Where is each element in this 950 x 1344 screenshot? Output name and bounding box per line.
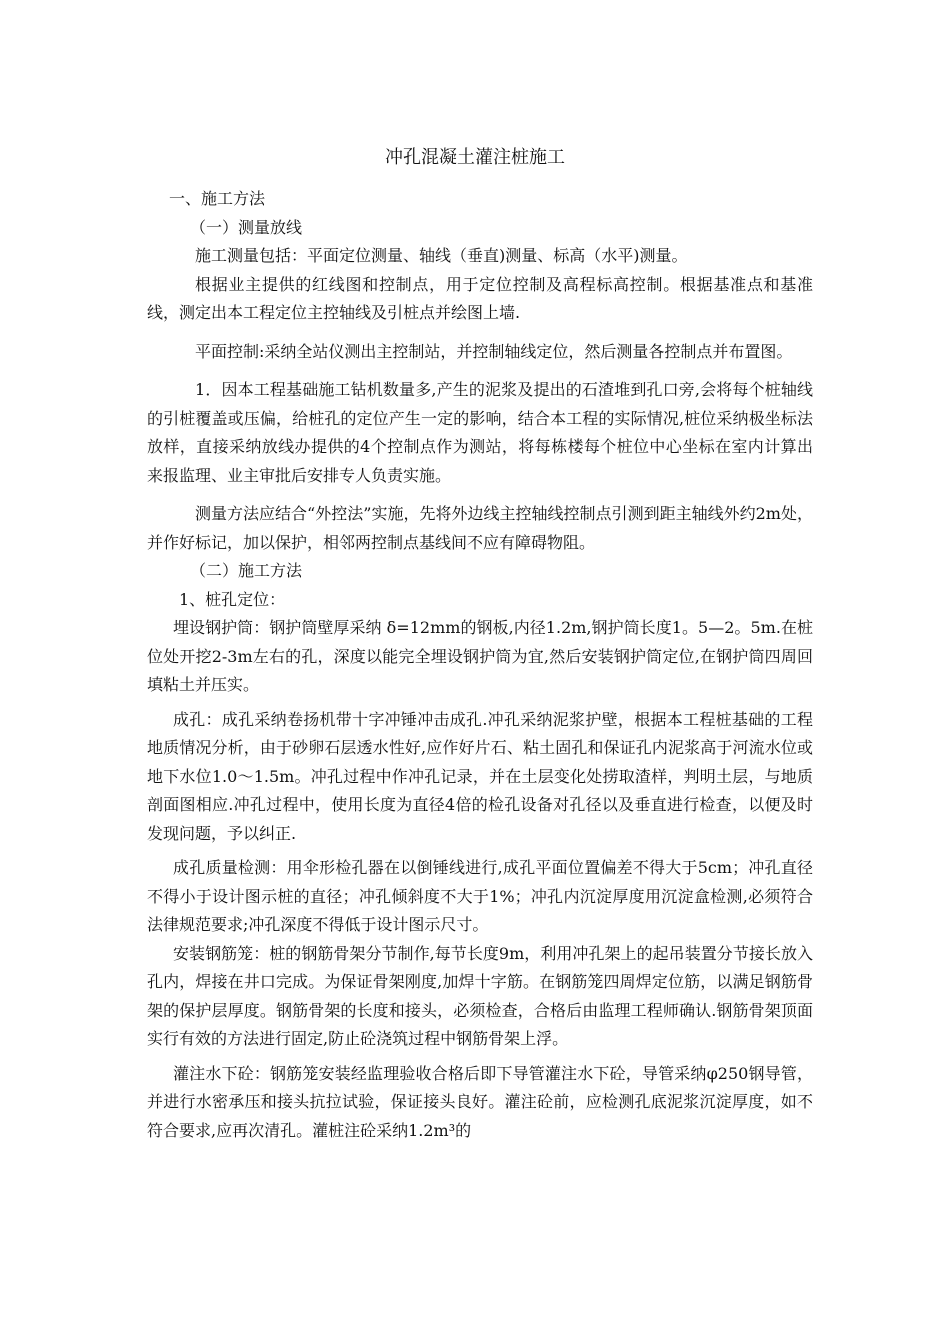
body-paragraph: 灌注水下砼：钢筋笼安装经监理验收合格后即下导管灌注水下砼，导管采纳φ250钢导管，并进行水密承压和接头抗拉试验，保证接头良好。灌注砼前，应检测孔底泥浆沉淀厚度，如不符合要求,应再次清孔。灌桩注砼采纳1.2m³的	[147, 1063, 813, 1140]
body-paragraph: 1、桩孔定位：	[179, 589, 286, 609]
body-paragraph: 1．因本工程基础施工钻机数量多,产生的泥浆及提出的石渣堆到孔口旁,会将每个桩轴线的引桩覆盖或压偏，给桩孔的定位产生一定的影响，结合本工程的实际情况,桩位采纳极坐标法放样，直接采纳放线办提供的4个控制点作为测站，将每栋楼每个桩位中心坐标在室内计算出来报监理、业主审批后安排专人负责实施。	[147, 380, 813, 485]
body-paragraph: 成孔质量检测：用伞形检孔器在以倒锤线进行,成孔平面位置偏差不得大于5cm；冲孔直径不得小于设计图示桩的直径；冲孔倾斜度不大于1%；冲孔内沉淀厚度用沉淀盒检测,必须符合法律规范要求;冲孔深度不得低于设计图示尺寸。	[147, 858, 813, 934]
body-paragraph: 成孔：成孔采纳卷扬机带十字冲锤冲击成孔.冲孔采纳泥浆护壁，根据本工程桩基础的工程地质情况分析，由于砂卵石层透水性好,应作好片石、粘土固孔和保证孔内泥浆高于河流水位或地下水位1.0～1.5m。冲孔过程中作冲孔记录，并在土层变化处捞取渣样，判明土层，与地质剖面图相应.冲孔过程中，使用长度为直径4倍的检孔设备对孔径以及垂直进行检查，以便及时发现问题，予以纠正.	[147, 709, 813, 843]
section-heading: 一、施工方法	[169, 189, 266, 208]
body-paragraph: 埋设钢护筒：钢护筒壁厚采纳 δ=12mm的钢板,内径1.2m,钢护筒长度1。5—2。5m.在桩位处开挖2-3m左右的孔，深度以能完全埋设钢护筒为宜,然后安装钢护筒定位,在钢护筒四周回填粘土并压实。	[147, 618, 813, 694]
body-paragraph: 平面控制:采纳全站仪测出主控制站，并控制轴线定位，然后测量各控制点并布置图。	[195, 341, 793, 361]
document-body	[147, 185, 813, 1145]
body-paragraph: 安装钢筋笼：桩的钢筋骨架分节制作,每节长度9m，利用冲孔架上的起吊装置分节接长放入孔内，焊接在井口完成。为保证骨架刚度,加焊十字筋。在钢筋笼四周焊定位筋，以满足钢筋骨架的保护层厚度。钢筋骨架的长度和接头，必须检查，合格后由监理工程师确认.钢筋骨架顶面实行有效的方法进行固定,防止砼浇筑过程中钢筋骨架上浮。	[147, 943, 813, 1048]
body-paragraph: 施工测量包括：平面定位测量、轴线（垂直)测量、标高（水平)测量。	[195, 246, 688, 265]
section-heading: （一）测量放线	[190, 217, 303, 237]
body-paragraph: 测量方法应结合“外控法”实施，先将外边线主控轴线控制点引测到距主轴线外约2m处，并作好标记，加以保护，相邻两控制点基线间不应有障碍物阻。	[147, 504, 813, 552]
body-paragraph: 根据业主提供的红线图和控制点，用于定位控制及高程标高控制。根据基准点和基准线，测定出本工程定位主控轴线及引桩点并绘图上墙.	[147, 274, 813, 322]
section-heading: （二）施工方法	[190, 561, 303, 580]
document-title: 冲孔混凝土灌注桩施工	[385, 147, 565, 168]
